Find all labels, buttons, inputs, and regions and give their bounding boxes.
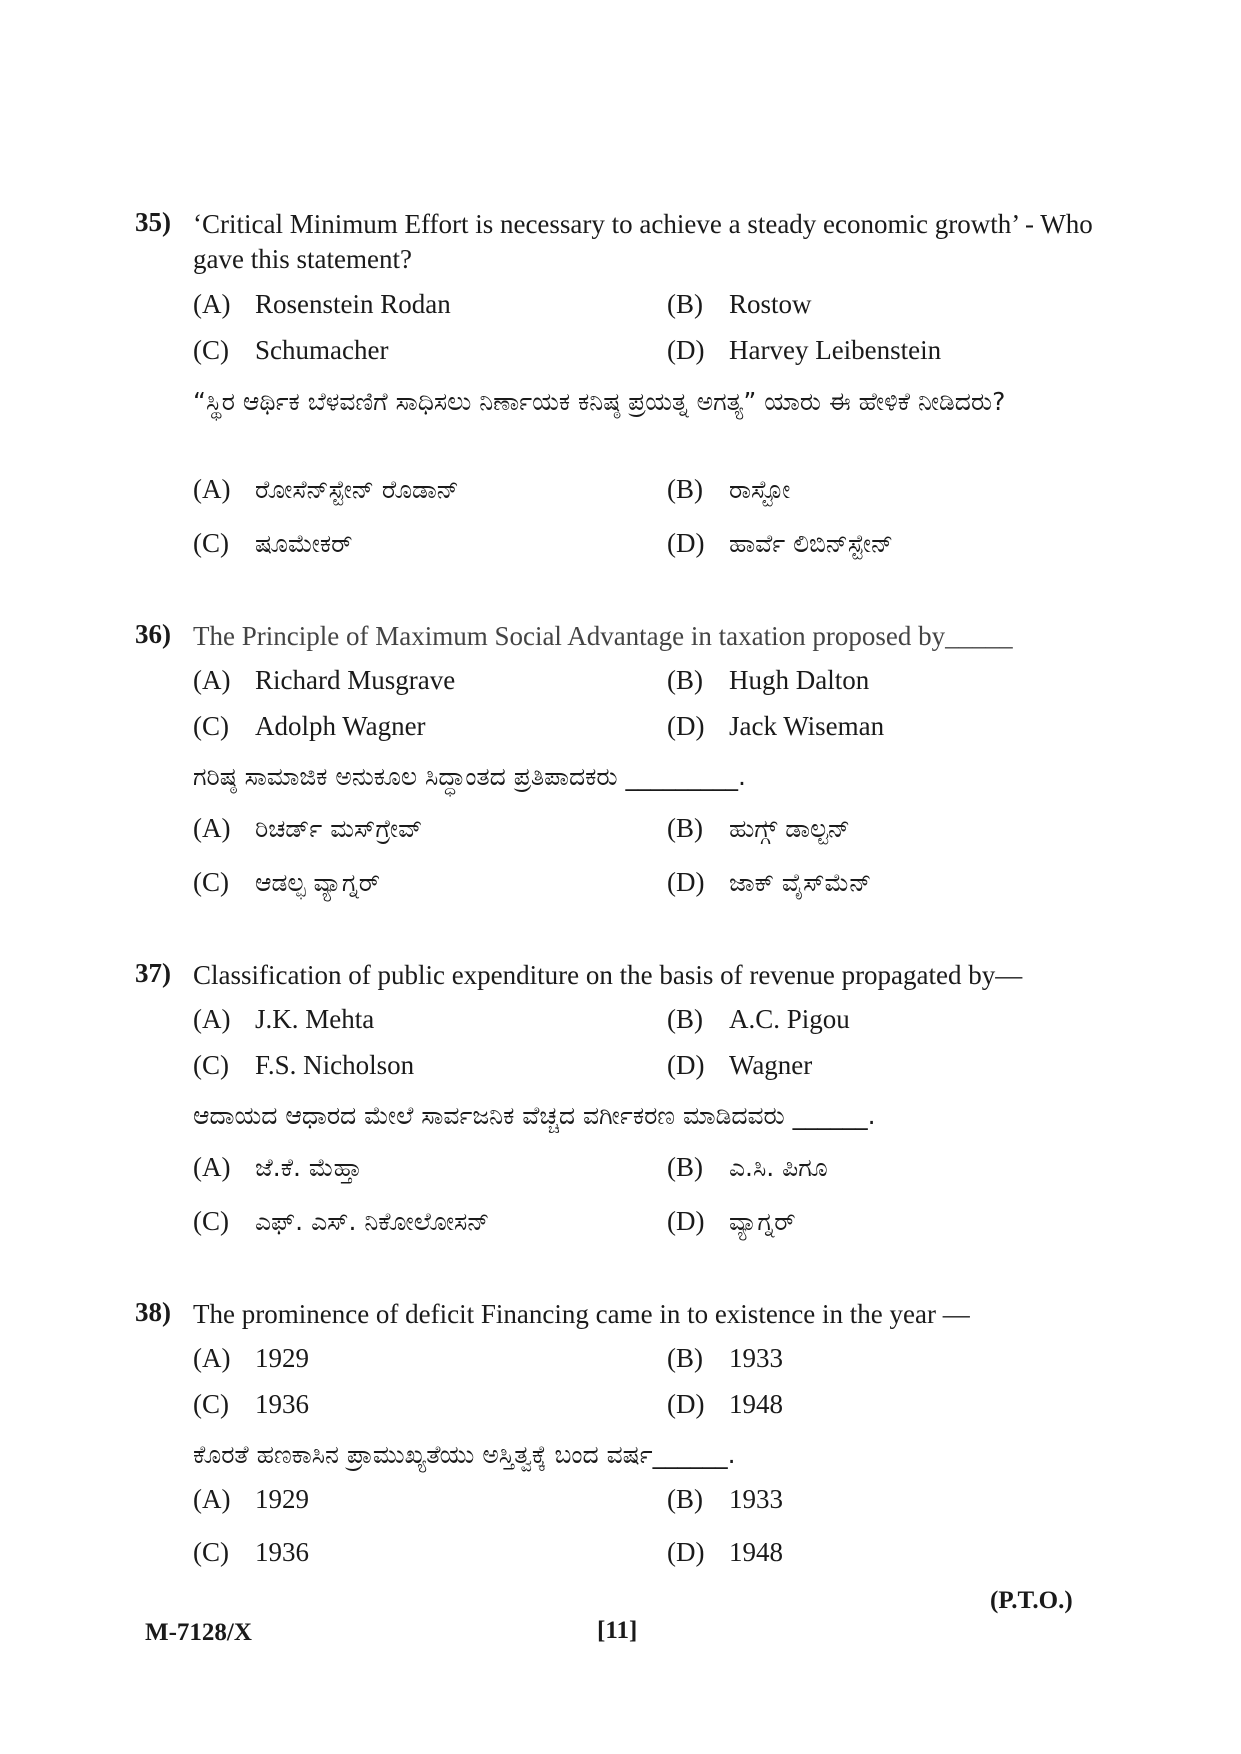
question-number: 38) bbox=[135, 1297, 171, 1327]
option-a-en: (A) Rosenstein Rodan bbox=[193, 289, 451, 319]
option-b-kn: (B) 1933 bbox=[667, 1484, 783, 1514]
option-b-kn: (B) ಎ.ಸಿ. ಪಿಗೂ bbox=[667, 1152, 828, 1182]
question-text-english: The prominence of deficit Financing came in to existence in the year — bbox=[193, 1299, 970, 1329]
paper-code: M-7128/X bbox=[145, 1619, 252, 1646]
option-b-kn: (B) ಹುಗ್ಗ್ ಡಾಲ್ಟನ್ bbox=[667, 813, 851, 843]
option-c-en: (C) F.S. Nicholson bbox=[193, 1050, 415, 1080]
option-a-en: (A) Richard Musgrave bbox=[193, 665, 456, 695]
question-text-english: ‘Critical Minimum Effort is necessary to achieve a steady economic growth’ - Who gave this statement? bbox=[193, 209, 1093, 274]
option-b-en: (B) 1933 bbox=[667, 1343, 783, 1373]
option-c-en: (C) Adolph Wagner bbox=[193, 711, 426, 741]
option-d-kn: (D) 1948 bbox=[667, 1537, 783, 1567]
option-a-kn: (A) ರೋಸೆನ್‌ಸ್ಟೇನ್ ರೊಡಾನ್ bbox=[193, 474, 459, 504]
option-d-kn: (D) ವ್ಯಾಗ್ನರ್ bbox=[667, 1206, 796, 1236]
question-text-english: The Principle of Maximum Social Advantage in taxation proposed by_____ bbox=[193, 621, 1013, 651]
question-text-kannada: ಕೊರತೆ ಹಣಕಾಸಿನ ಪ್ರಾಮುಖ್ಯತೆಯು ಅಸ್ತಿತ್ವಕ್ಕೆ ಬಂದ ವರ್ಷ______. bbox=[193, 1440, 736, 1469]
option-d-kn: (D) ಜಾಕ್ ವೈಸ್‌ಮೆನ್ bbox=[667, 867, 872, 897]
option-c-kn: (C) ಎಫ್. ಎಸ್. ನಿಕೋಲೋಸನ್ bbox=[193, 1206, 490, 1236]
option-c-en: (C) Schumacher bbox=[193, 335, 389, 365]
option-d-en: (D) Wagner bbox=[667, 1050, 813, 1080]
question-text-kannada: ಗರಿಷ್ಠ ಸಾಮಾಜಿಕ ಅನುಕೂಲ ಸಿದ್ಧಾಂತದ ಪ್ರತಿಪಾದಕರು _________. bbox=[193, 762, 746, 791]
option-d-en: (D) 1948 bbox=[667, 1389, 783, 1419]
option-d-en: (D) Jack Wiseman bbox=[667, 711, 885, 741]
option-b-en: (B) Rostow bbox=[667, 289, 812, 319]
option-a-kn: (A) ರಿಚರ್ಡ್ ಮಸ್‌ಗ್ರೇವ್ bbox=[193, 813, 423, 843]
option-c-kn: (C) 1936 bbox=[193, 1537, 309, 1567]
question-number: 35) bbox=[135, 207, 171, 237]
question-number: 37) bbox=[135, 958, 171, 988]
question-text-english: Classification of public expenditure on the basis of revenue propagated by— bbox=[193, 960, 1023, 990]
option-b-en: (B) Hugh Dalton bbox=[667, 665, 870, 695]
option-b-kn: (B) ರಾಸ್ಟೋ bbox=[667, 474, 791, 504]
option-c-kn: (C) ಆಡಲ್ಫ ವ್ಯಾಗ್ನರ್ bbox=[193, 867, 381, 897]
option-c-en: (C) 1936 bbox=[193, 1389, 309, 1419]
option-a-kn: (A) ಜೆ.ಕೆ. ಮೆಹ್ತಾ bbox=[193, 1152, 362, 1182]
page-number: [11] bbox=[597, 1617, 638, 1644]
option-a-en: (A) J.K. Mehta bbox=[193, 1004, 375, 1034]
option-a-kn: (A) 1929 bbox=[193, 1484, 309, 1514]
option-d-en: (D) Harvey Leibenstein bbox=[667, 335, 942, 365]
option-c-kn: (C) ಷೂಮೇಕರ್ bbox=[193, 528, 353, 558]
pto-note: (P.T.O.) bbox=[990, 1587, 1073, 1614]
question-text-kannada: “ಸ್ಥಿರ ಆರ್ಥಿಕ ಬೆಳವಣಿಗೆ ಸಾಧಿಸಲು ನಿರ್ಣಾಯಕ ಕನಿಷ್ಠ ಪ್ರಯತ್ನ ಅಗತ್ಯ” ಯಾರು ಈ ಹೇಳಿಕೆ ನೀಡಿದರು? bbox=[193, 387, 1006, 416]
option-a-en: (A) 1929 bbox=[193, 1343, 309, 1373]
question-number: 36) bbox=[135, 619, 171, 649]
option-b-en: (B) A.C. Pigou bbox=[667, 1004, 850, 1034]
question-text-kannada: ಆದಾಯದ ಆಧಾರದ ಮೇಲೆ ಸಾರ್ವಜನಿಕ ವೆಚ್ಚದ ವರ್ಗೀಕರಣ ಮಾಡಿದವರು ______. bbox=[193, 1101, 876, 1130]
option-d-kn: (D) ಹಾರ್ವೆ ಲಿಬಿನ್‌ಸ್ಟೇನ್ bbox=[667, 528, 894, 558]
